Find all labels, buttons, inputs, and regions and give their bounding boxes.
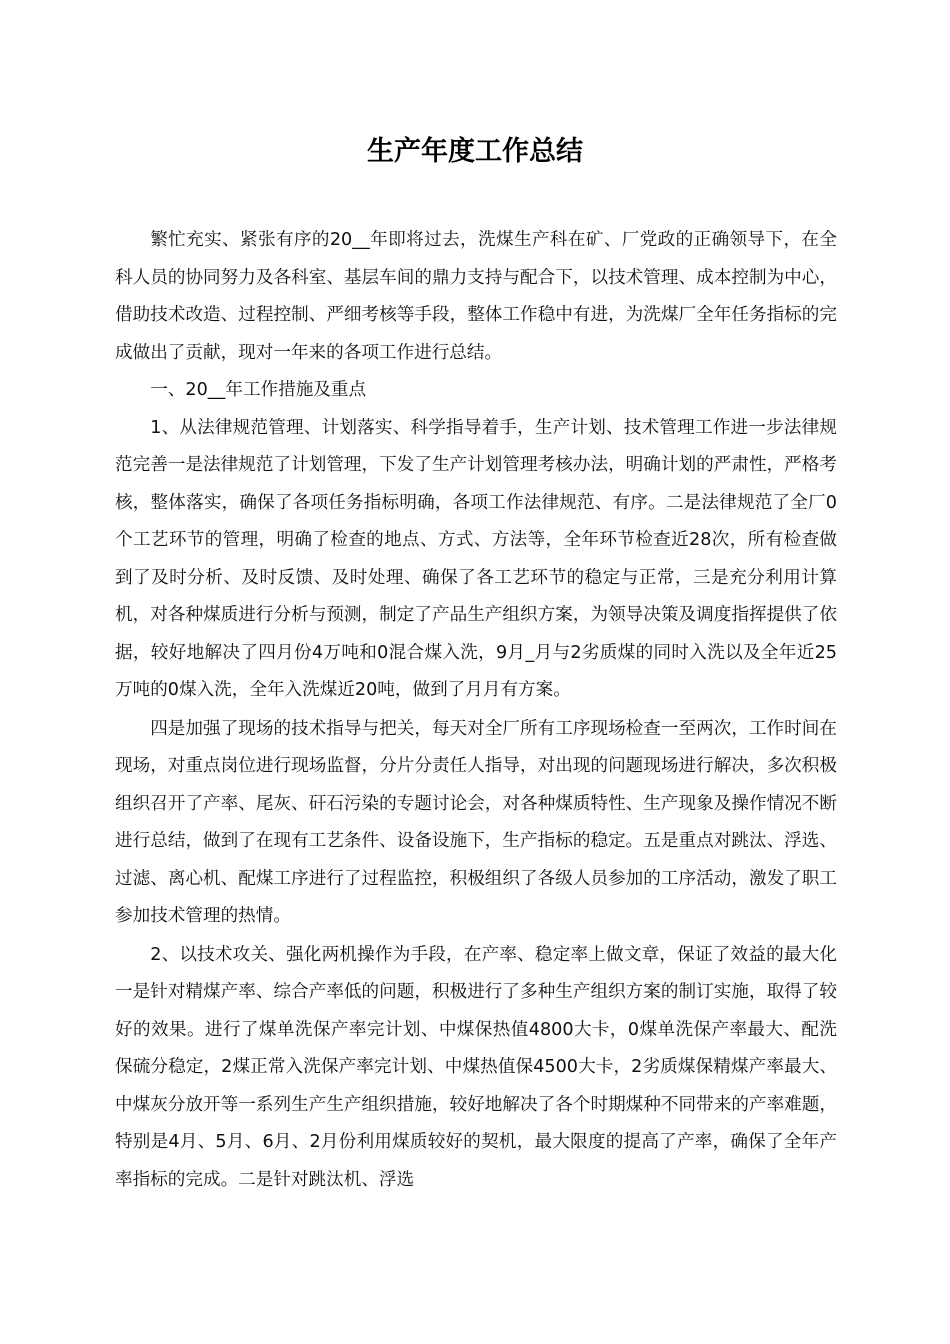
- paragraph-item-2: 2、以技术攻关、强化两机操作为手段，在产率、稳定率上做文章，保证了效益的最大化一是针对精煤产率、综合产率低的问题，积极进行了多种生产组织方案的制订实施，取得了较好的效果。进行了煤单洗保产率完计划、中煤保热值4800大卡，0煤单洗保产率最大、配洗保硫分稳定，2煤正常入洗保产率完计划、中煤热值保4500大卡，2劣质煤保精煤产率最大、中煤灰分放开等一系列生产生产组织措施，较好地解决了各个时期煤种不同带来的产率难题，特别是4月、5月、6月、2月份利用煤质较好的契机，最大限度的提高了产率，确保了全年产率指标的完成。二是针对跳汰机、浮选: [115, 944, 837, 1190]
- section-heading: 一、20__年工作措施及重点: [150, 380, 367, 400]
- paragraph-item-1: 1、从法律规范管理、计划落实、科学指导着手，生产计划、技术管理工作进一步法律规范完善一是法律规范了计划管理，下发了生产计划管理考核办法，明确计划的严肃性，严格考核，整体落实，确保了各项任务指标明确，各项工作法律规范、有序。二是法律规范了全厂0个工艺环节的管理，明确了检查的地点、方式、方法等，全年环节检查近28次，所有检查做到了及时分析、及时反馈、及时处理、确保了各工艺环节的稳定与正常，三是充分利用计算机，对各种煤质进行分析与预测，制定了产品生产组织方案，为领导决策及调度指挥提供了依据，较好地解决了四月份4万吨和0混合煤入洗，9月_月与2劣质煤的同时入洗以及全年近25万吨的0煤入洗，全年入洗煤近20吨，做到了月月有方案。: [115, 417, 837, 700]
- paragraph-intro: 繁忙充实、紧张有序的20__年即将过去，洗煤生产科在矿、厂党政的正确领导下，在全科人员的协同努力及各科室、基层车间的鼎力支持与配合下，以技术管理、成本控制为中心，借助技术改造、过程控制、严细考核等手段，整体工作稳中有进，为洗煤厂全年任务指标的完成做出了贡献，现对一年来的各项工作进行总结。: [115, 230, 837, 363]
- document-body: [115, 222, 837, 1199]
- paragraph-item-4: 四是加强了现场的技术指导与把关，每天对全厂所有工序现场检查一至两次，工作时间在现场，对重点岗位进行现场监督，分片分责任人指导，对出现的问题现场进行解决，多次积极组织召开了产率、尾灰、矸石污染的专题讨论会，对各种煤质特性、生产现象及操作情况不断进行总结，做到了在现有工艺条件、设备设施下，生产指标的稳定。五是重点对跳汰、浮选、过滤、离心机、配煤工序进行了过程监控，积极组织了各级人员参加的工序活动，激发了职工参加技术管理的热情。: [115, 718, 837, 926]
- document-title: 生产年度工作总结: [367, 136, 583, 167]
